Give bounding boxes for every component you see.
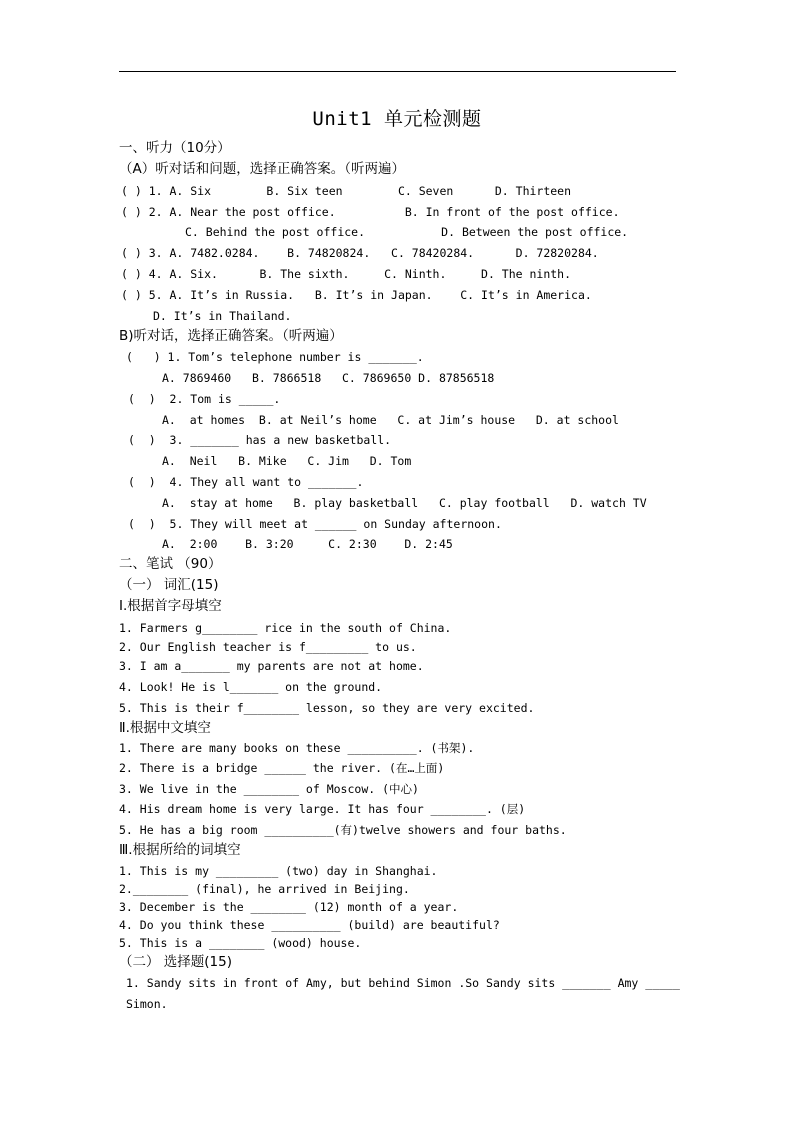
exercise-line: 1. Sandy sits in front of Amy, but behind Simon .So Sandy sits _______ Amy _____ — [126, 976, 680, 990]
section-heading: Ⅱ.根据中文填空 — [119, 720, 211, 736]
part-a-heading: （A）听对话和问题，选择正确答案。（听两遍） — [119, 161, 405, 177]
exercise-line: 3. We live in the ________ of Moscow. (中心) — [119, 782, 419, 796]
exercise-line: 1. This is my _________ (two) day in Shanghai. — [119, 864, 438, 878]
exercise-line: 3. December is the ________ (12) month of a year. — [119, 900, 459, 914]
options-line: A. stay at home B. play basketball C. play football D. watch TV — [162, 496, 647, 510]
exercise-line: 5. This is a ________ (wood) house. — [119, 936, 362, 950]
exercise-line: Simon. — [126, 997, 168, 1011]
question-line: ( ) 2. Tom is _____. — [128, 392, 281, 406]
question-line: ( ) 5. A. It’s in Russia. B. It’s in Japan. C. It’s in America. — [121, 288, 592, 302]
part-b-heading: B)听对话，选择正确答案。（听两遍） — [119, 328, 343, 344]
options-line: A. 7869460 B. 7866518 C. 7869650 D. 87856518 — [162, 371, 495, 385]
exercise-line: 4. Look! He is l_______ on the ground. — [119, 680, 383, 694]
section-heading: Ⅰ.根据首字母填空 — [119, 598, 222, 614]
question-line: ( ) 2. A. Near the post office. B. In front of the post office. — [121, 205, 620, 219]
options-line: A. 2:00 B. 3:20 C. 2:30 D. 2:45 — [162, 537, 453, 551]
section-heading: Ⅲ.根据所给的词填空 — [119, 842, 241, 858]
exercise-line: 2.________ (final), he arrived in Beijing. — [119, 882, 410, 896]
options-line: C. Behind the post office. D. Between the post office. — [185, 225, 629, 239]
exercise-line: 3. I am a_______ my parents are not at home. — [119, 659, 424, 673]
question-line: ( ) 4. They all want to _______. — [128, 475, 364, 489]
exercise-line: 2. Our English teacher is f_________ to us. — [119, 640, 417, 654]
exercise-line: 5. He has a big room __________(有)twelve showers and four baths. — [119, 823, 567, 837]
writing-heading: 二、笔试 （90） — [119, 556, 222, 572]
exercise-line: 5. This is their f________ lesson, so they are very excited. — [119, 701, 535, 715]
question-line: ( ) 5. They will meet at ______ on Sunday afternoon. — [128, 517, 502, 531]
question-line: ( ) 1. A. Six B. Six teen C. Seven D. Thirteen — [121, 184, 572, 198]
exercise-line: 4. His dream home is very large. It has four ________. (层) — [119, 802, 526, 816]
question-line: ( ) 3. _______ has a new basketball. — [128, 433, 392, 447]
exercise-line: 4. Do you think these __________ (build) are beautiful? — [119, 918, 500, 932]
header-rule — [119, 71, 676, 72]
question-line: ( ) 1. Tom’s telephone number is _______. — [126, 350, 424, 364]
page-title: Unit1 单元检测题 — [312, 108, 482, 130]
vocab-heading: （一） 词汇(15) — [119, 577, 219, 593]
question-line: ( ) 3. A. 7482.0284. B. 74820824. C. 78420284. D. 72820284. — [121, 246, 599, 260]
section-heading: （二） 选择题(15) — [119, 954, 233, 970]
question-line: ( ) 4. A. Six. B. The sixth. C. Ninth. D. The ninth. — [121, 267, 572, 281]
exercise-line: 1. There are many books on these __________. (书架). — [119, 741, 475, 755]
exercise-line: 2. There is a bridge ______ the river. (在…上面) — [119, 761, 445, 775]
listening-heading: 一、听力（10分） — [119, 140, 231, 156]
options-line: A. at homes B. at Neil’s home C. at Jim’s house D. at school — [162, 413, 619, 427]
exercise-line: 1. Farmers g________ rice in the south of China. — [119, 621, 452, 635]
options-line: D. It’s in Thailand. — [153, 309, 292, 323]
options-line: A. Neil B. Mike C. Jim D. Tom — [162, 454, 412, 468]
